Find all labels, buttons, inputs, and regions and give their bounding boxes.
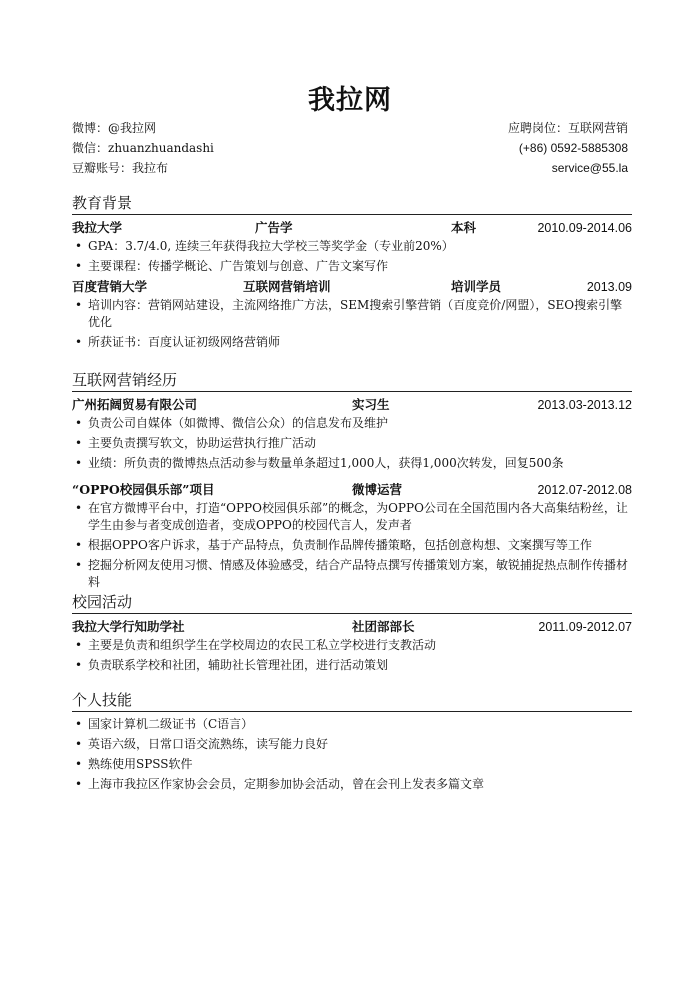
entry-date: 2012.07-2012.08 (537, 483, 632, 497)
experience-entry-head (72, 396, 632, 414)
campus-title: 校园活动 (72, 593, 133, 611)
experience-section (72, 370, 632, 594)
section-divider (72, 214, 632, 215)
bullet-list (72, 297, 632, 351)
entry-org: 我拉大学 (72, 220, 123, 235)
position-line: 应聘岗位：互联网营销 (507, 121, 628, 135)
contact-left (72, 118, 214, 178)
list-item: • 英语六级，日常口语交流熟练，读写能力良好 (72, 736, 632, 753)
list-item: • 熟练使用SPSS软件 (72, 756, 632, 773)
entry-org: 我拉大学行知助学社 (72, 619, 185, 634)
section-divider (72, 613, 632, 614)
list-item: • 主要负责撰写软文，协助运营执行推广活动 (72, 435, 632, 452)
list-item: • 负责联系学校和社团，辅助社长管理社团，进行活动策划 (72, 657, 632, 674)
skills-title: 个人技能 (72, 691, 133, 709)
list-item: • 主要是负责和组织学生在学校周边的农民工私立学校进行支教活动 (72, 637, 632, 654)
experience-entry-head (72, 481, 632, 499)
education-section (72, 193, 632, 354)
resume-name: 我拉网 (308, 85, 392, 116)
bullet-list (72, 716, 632, 793)
weibo-line: 微博：@我拉网 (72, 121, 157, 135)
campus-section (72, 592, 632, 677)
list-item: • 挖掘分析网友使用习惯、情感及体验感受，结合产品特点撰写传播策划方案，敏锐捕捉热点制作传播材料 (72, 557, 632, 591)
entry-role: 微博运营 (352, 482, 403, 497)
bullet-list (72, 238, 632, 275)
section-divider (72, 711, 632, 712)
bullet-list (72, 415, 632, 472)
list-item: • 在官方微博平台中，打造“OPPO校园俱乐部”的概念，为OPPO公司在全国范围内各大高集结粉丝，让学生由参与者变成创造者，变成OPPO的校园代言人，发声者 (72, 500, 632, 534)
list-item: • GPA：3.7/4.0, 连续三年获得我拉大学校三等奖学金（专业前20%） (72, 238, 632, 255)
list-item: • 主要课程：传播学概论、广告策划与创意、广告文案写作 (72, 258, 632, 275)
entry-date: 2011.09-2012.07 (538, 620, 632, 634)
campus-entry-head (72, 618, 632, 636)
list-item: • 国家计算机二级证书（C语言） (72, 716, 632, 733)
entry-date: 2013.09 (586, 280, 632, 294)
entry-extra: 培训学员 (451, 279, 502, 294)
entry-role: 广告学 (255, 220, 293, 235)
education-entry-head (72, 219, 632, 237)
list-item: • 上海市我拉区作家协会会员，定期参加协会活动，曾在会刊上发表多篇文章 (72, 776, 632, 793)
list-item: • 培训内容：营销网站建设，主流网络推广方法，SEM搜索引擎营销（百度竞价/网盟），SEO搜索引擎优化 (72, 297, 632, 331)
section-divider (72, 391, 632, 392)
skills-section (72, 690, 632, 796)
bullet-list (72, 637, 632, 674)
entry-role: 互联网营销培训 (243, 279, 331, 294)
list-item: • 根据OPPO客户诉求，基于产品特点，负责制作品牌传播策略，包括创意构想、文案撰写等工作 (72, 537, 632, 554)
education-entry-head (72, 278, 632, 296)
douban-line: 豆瓣账号：我拉布 (72, 161, 169, 175)
bullet-list (72, 500, 632, 591)
entry-date: 2013.03-2013.12 (537, 398, 632, 412)
entry-org: 百度营销大学 (72, 279, 148, 294)
wechat-line: 微信：zhuanzhuandashi (72, 141, 214, 155)
entry-org: “OPPO校园俱乐部”项目 (72, 482, 215, 497)
entry-role: 实习生 (352, 397, 390, 412)
entry-role: 社团部部长 (352, 619, 415, 634)
education-title: 教育背景 (72, 194, 133, 212)
list-item: • 业绩：所负责的微博热点活动参与数量单条超过1,000人，获得1,000次转发，回复500条 (72, 455, 632, 472)
entry-date: 2010.09-2014.06 (537, 221, 632, 235)
contact-right (508, 118, 628, 178)
list-item: • 负责公司自媒体（如微博、微信公众）的信息发布及维护 (72, 415, 632, 432)
entry-extra: 本科 (451, 220, 477, 235)
phone-line: (+86) 0592-5885308 (518, 141, 628, 155)
email-line: service@55.la (551, 161, 628, 175)
list-item: • 所获证书：百度认证初级网络营销师 (72, 334, 632, 351)
experience-title: 互联网营销经历 (72, 371, 178, 389)
entry-org: 广州拓阔贸易有限公司 (72, 397, 198, 412)
